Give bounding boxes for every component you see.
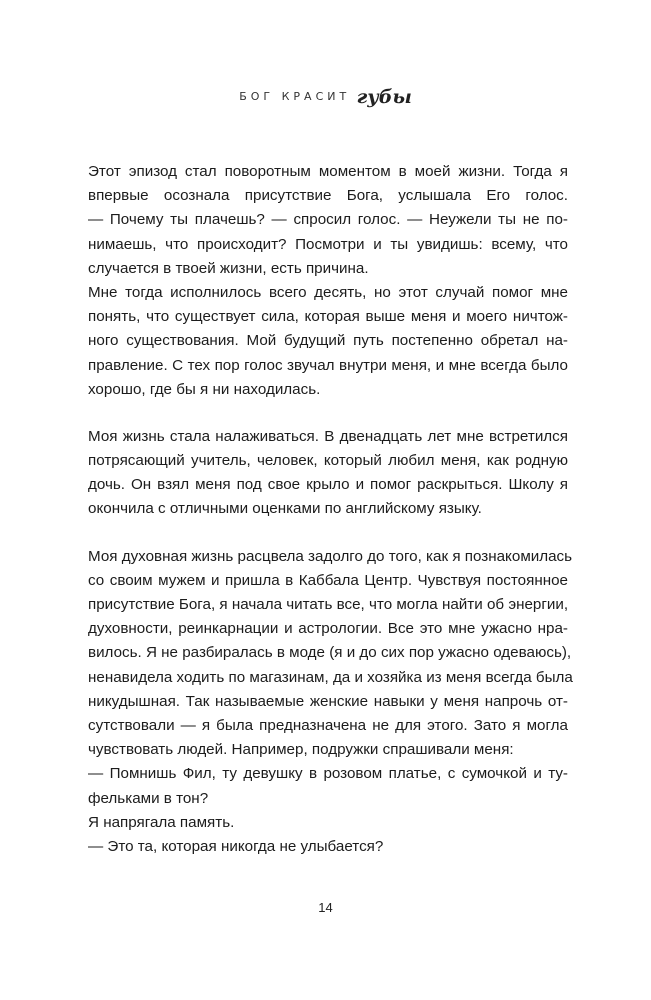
paragraph xyxy=(88,160,568,402)
text-line: впервые осознала присутствие Бога, услышала Его голос. xyxy=(88,187,568,205)
text-line: дочь. Он взял меня под свое крыло и помог раскрыться. Школу я xyxy=(88,476,568,494)
body-text xyxy=(88,160,573,882)
text-line: никудышная. Так называемые женские навыки у меня напрочь от- xyxy=(88,692,568,710)
text-line: Мне тогда исполнилось всего десять, но этот случай помог мне xyxy=(88,283,568,301)
text-line: — Это та, которая никогда не улыбается? xyxy=(88,837,384,855)
paragraph xyxy=(88,545,573,859)
text-line: — Почему ты плачешь? — спросил голос. — Неужели ты не по- xyxy=(88,211,568,229)
text-line: Я напрягала память. xyxy=(88,813,235,831)
text-line: духовности, реинкарнации и астрологии. Все это мне ужасно нра- xyxy=(88,620,568,638)
text-line: со своим мужем и пришла в Каббала Центр. Чувствуя постоянное xyxy=(88,571,568,589)
text-line: Этот эпизод стал поворотным моментом в моей жизни. Тогда я xyxy=(88,163,568,180)
text-line: понять, что существует сила, которая выше меня и моего ничтож- xyxy=(88,308,568,326)
text-line: ного существования. Мой будущий путь постепенно обретал на- xyxy=(88,332,568,350)
text-line: нимаешь, что происходит? Посмотри и ты увидишь: всему, что xyxy=(88,235,568,253)
text-line: фельками в тон? xyxy=(88,789,209,807)
text-line: Моя духовная жизнь расцвела задолго до того, как я познакомилась xyxy=(88,547,573,565)
running-head-script: губы xyxy=(356,86,412,108)
page-number: 14 xyxy=(318,900,333,915)
running-head xyxy=(0,84,651,110)
text-line: хорошо, где бы я ни находилась. xyxy=(88,380,321,398)
text-line: окончила с отличными оценками по английскому языку. xyxy=(88,500,482,518)
text-line: потрясающий учитель, человек, который любил меня, как родную xyxy=(88,452,568,470)
text-line: сутствовали — я была предназначена не для этого. Зато я могла xyxy=(88,716,568,734)
running-head-caps: БОГ КРАСИТ xyxy=(239,90,351,103)
text-line: случается в твоей жизни, есть причина. xyxy=(88,259,369,277)
text-line: присутствие Бога, я начала читать все, что могла найти об энергии, xyxy=(88,596,569,613)
text-line: — Помнишь Фил, ту девушку в розовом платье, с сумочкой и ту- xyxy=(88,765,568,783)
text-line: вилось. Я не разбиралась в моде (я и до сих пор ужасно одеваюсь), xyxy=(88,644,572,662)
text-line: Моя жизнь стала налаживаться. В двенадцать лет мне встретился xyxy=(88,427,568,445)
paragraph xyxy=(88,425,568,522)
text-line: ненавидела ходить по магазинам, да и хозяйка из меня всегда была xyxy=(88,668,573,686)
text-line: правление. С тех пор голос звучал внутри меня, и мне всегда было xyxy=(88,356,568,374)
text-line: чувствовать людей. Например, подружки спрашивали меня: xyxy=(88,741,514,759)
